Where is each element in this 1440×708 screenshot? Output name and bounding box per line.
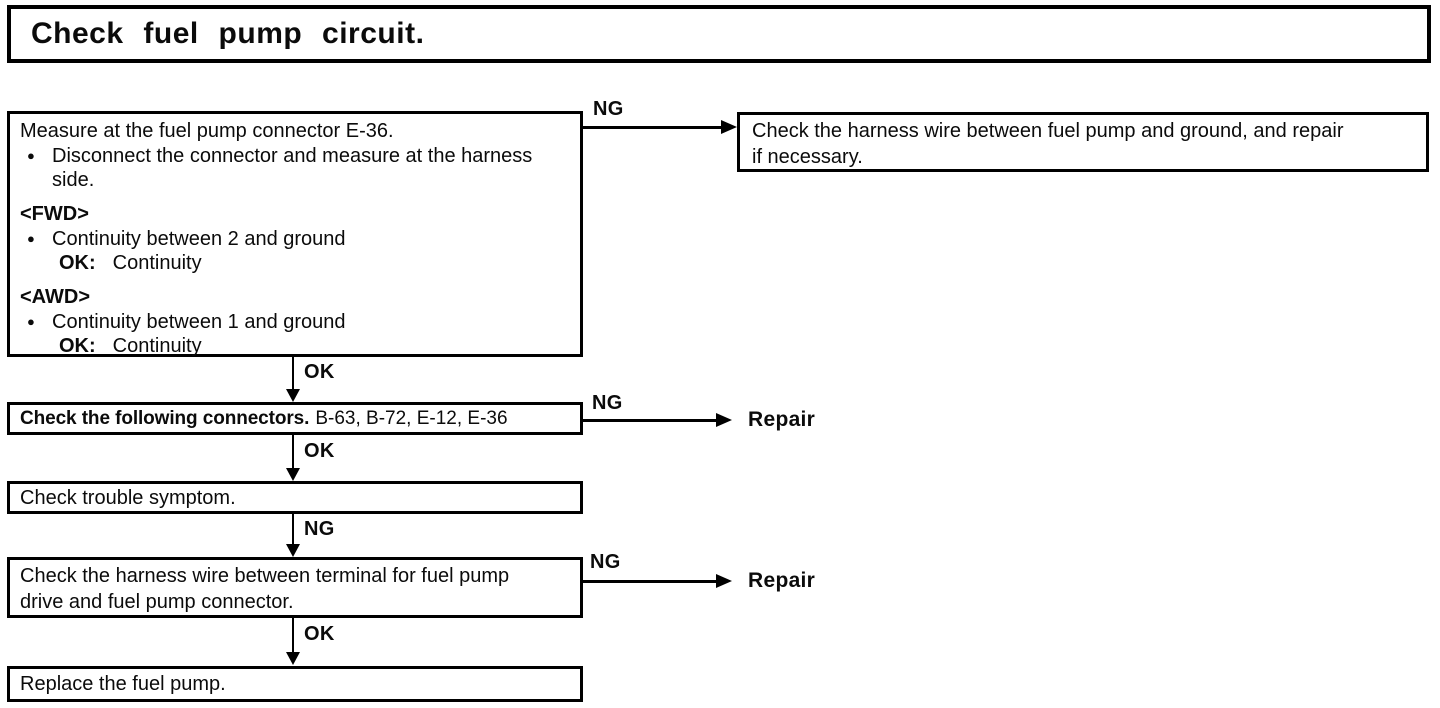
arrow-down-icon: [286, 652, 300, 665]
ok-key: OK:: [59, 335, 96, 357]
bullet-item-fwd-continuity: [20, 227, 570, 251]
harness-drive-box: Check the harness wire between terminal for fuel pump drive and fuel pump connector.: [7, 557, 583, 618]
arrow-right-icon: [716, 413, 732, 427]
ok-label: OK: [304, 440, 335, 462]
connectors-instruction: Check the following connectors.: [20, 407, 310, 429]
measure-fuel-pump-box: [7, 111, 583, 357]
ok-value: Continuity: [112, 335, 202, 357]
repair-text: Repair: [748, 569, 816, 592]
arrow-right-icon: [721, 120, 737, 134]
repair-text: Repair: [748, 408, 816, 431]
ng-arrow-line: [583, 580, 716, 583]
title-box: [7, 5, 1431, 63]
arrow-down-icon: [286, 544, 300, 557]
ok-label: OK: [304, 623, 335, 645]
replace-pump-box: Replace the fuel pump.: [7, 666, 583, 702]
bullet-text: Continuity between 1 and ground: [52, 311, 346, 333]
arrow-right-icon: [716, 574, 732, 588]
bullet-item-awd-continuity: [20, 310, 570, 334]
fwd-ok-row: [59, 251, 570, 275]
arrow-down-icon: [286, 468, 300, 481]
check-connectors-box: [7, 402, 583, 435]
bullet-item-disconnect: [20, 144, 570, 192]
ok-value: Continuity: [112, 252, 202, 274]
ok-label: OK: [304, 361, 335, 383]
ok-key: OK:: [59, 252, 96, 274]
bullet-text: Continuity between 2 and ground: [52, 228, 346, 250]
connectors-list: B-63, B-72, E-12, E-36: [315, 407, 508, 429]
bullet-icon: ●: [27, 314, 35, 329]
measure-heading: Measure at the fuel pump connector E-36.: [20, 120, 394, 142]
arrow-down-icon: [286, 389, 300, 402]
bullet-text: Disconnect the connector and measure at the harness side.: [52, 145, 533, 191]
page-title: Check fuel pump circuit.: [31, 17, 425, 50]
trouble-symptom-box: Check trouble symptom.: [7, 481, 583, 514]
bullet-icon: ●: [27, 231, 35, 246]
harness-ground-box: Check the harness wire between fuel pump and ground, and repair if necessary.: [737, 112, 1429, 172]
awd-tag: <AWD>: [20, 286, 91, 308]
bullet-icon: ●: [27, 148, 35, 163]
ok-arrow-line: [292, 435, 294, 469]
fwd-tag: <FWD>: [20, 203, 89, 225]
ng-arrow-line: [292, 514, 294, 545]
ng-label: NG: [590, 551, 621, 573]
ng-label: NG: [592, 392, 623, 414]
awd-ok-row: [59, 334, 570, 358]
ng-label: NG: [304, 518, 335, 540]
ng-label: NG: [593, 98, 624, 120]
ok-arrow-line: [292, 618, 294, 653]
ng-arrow-line: [583, 126, 721, 129]
ok-arrow-line: [292, 357, 294, 390]
ng-arrow-line: [583, 419, 716, 422]
